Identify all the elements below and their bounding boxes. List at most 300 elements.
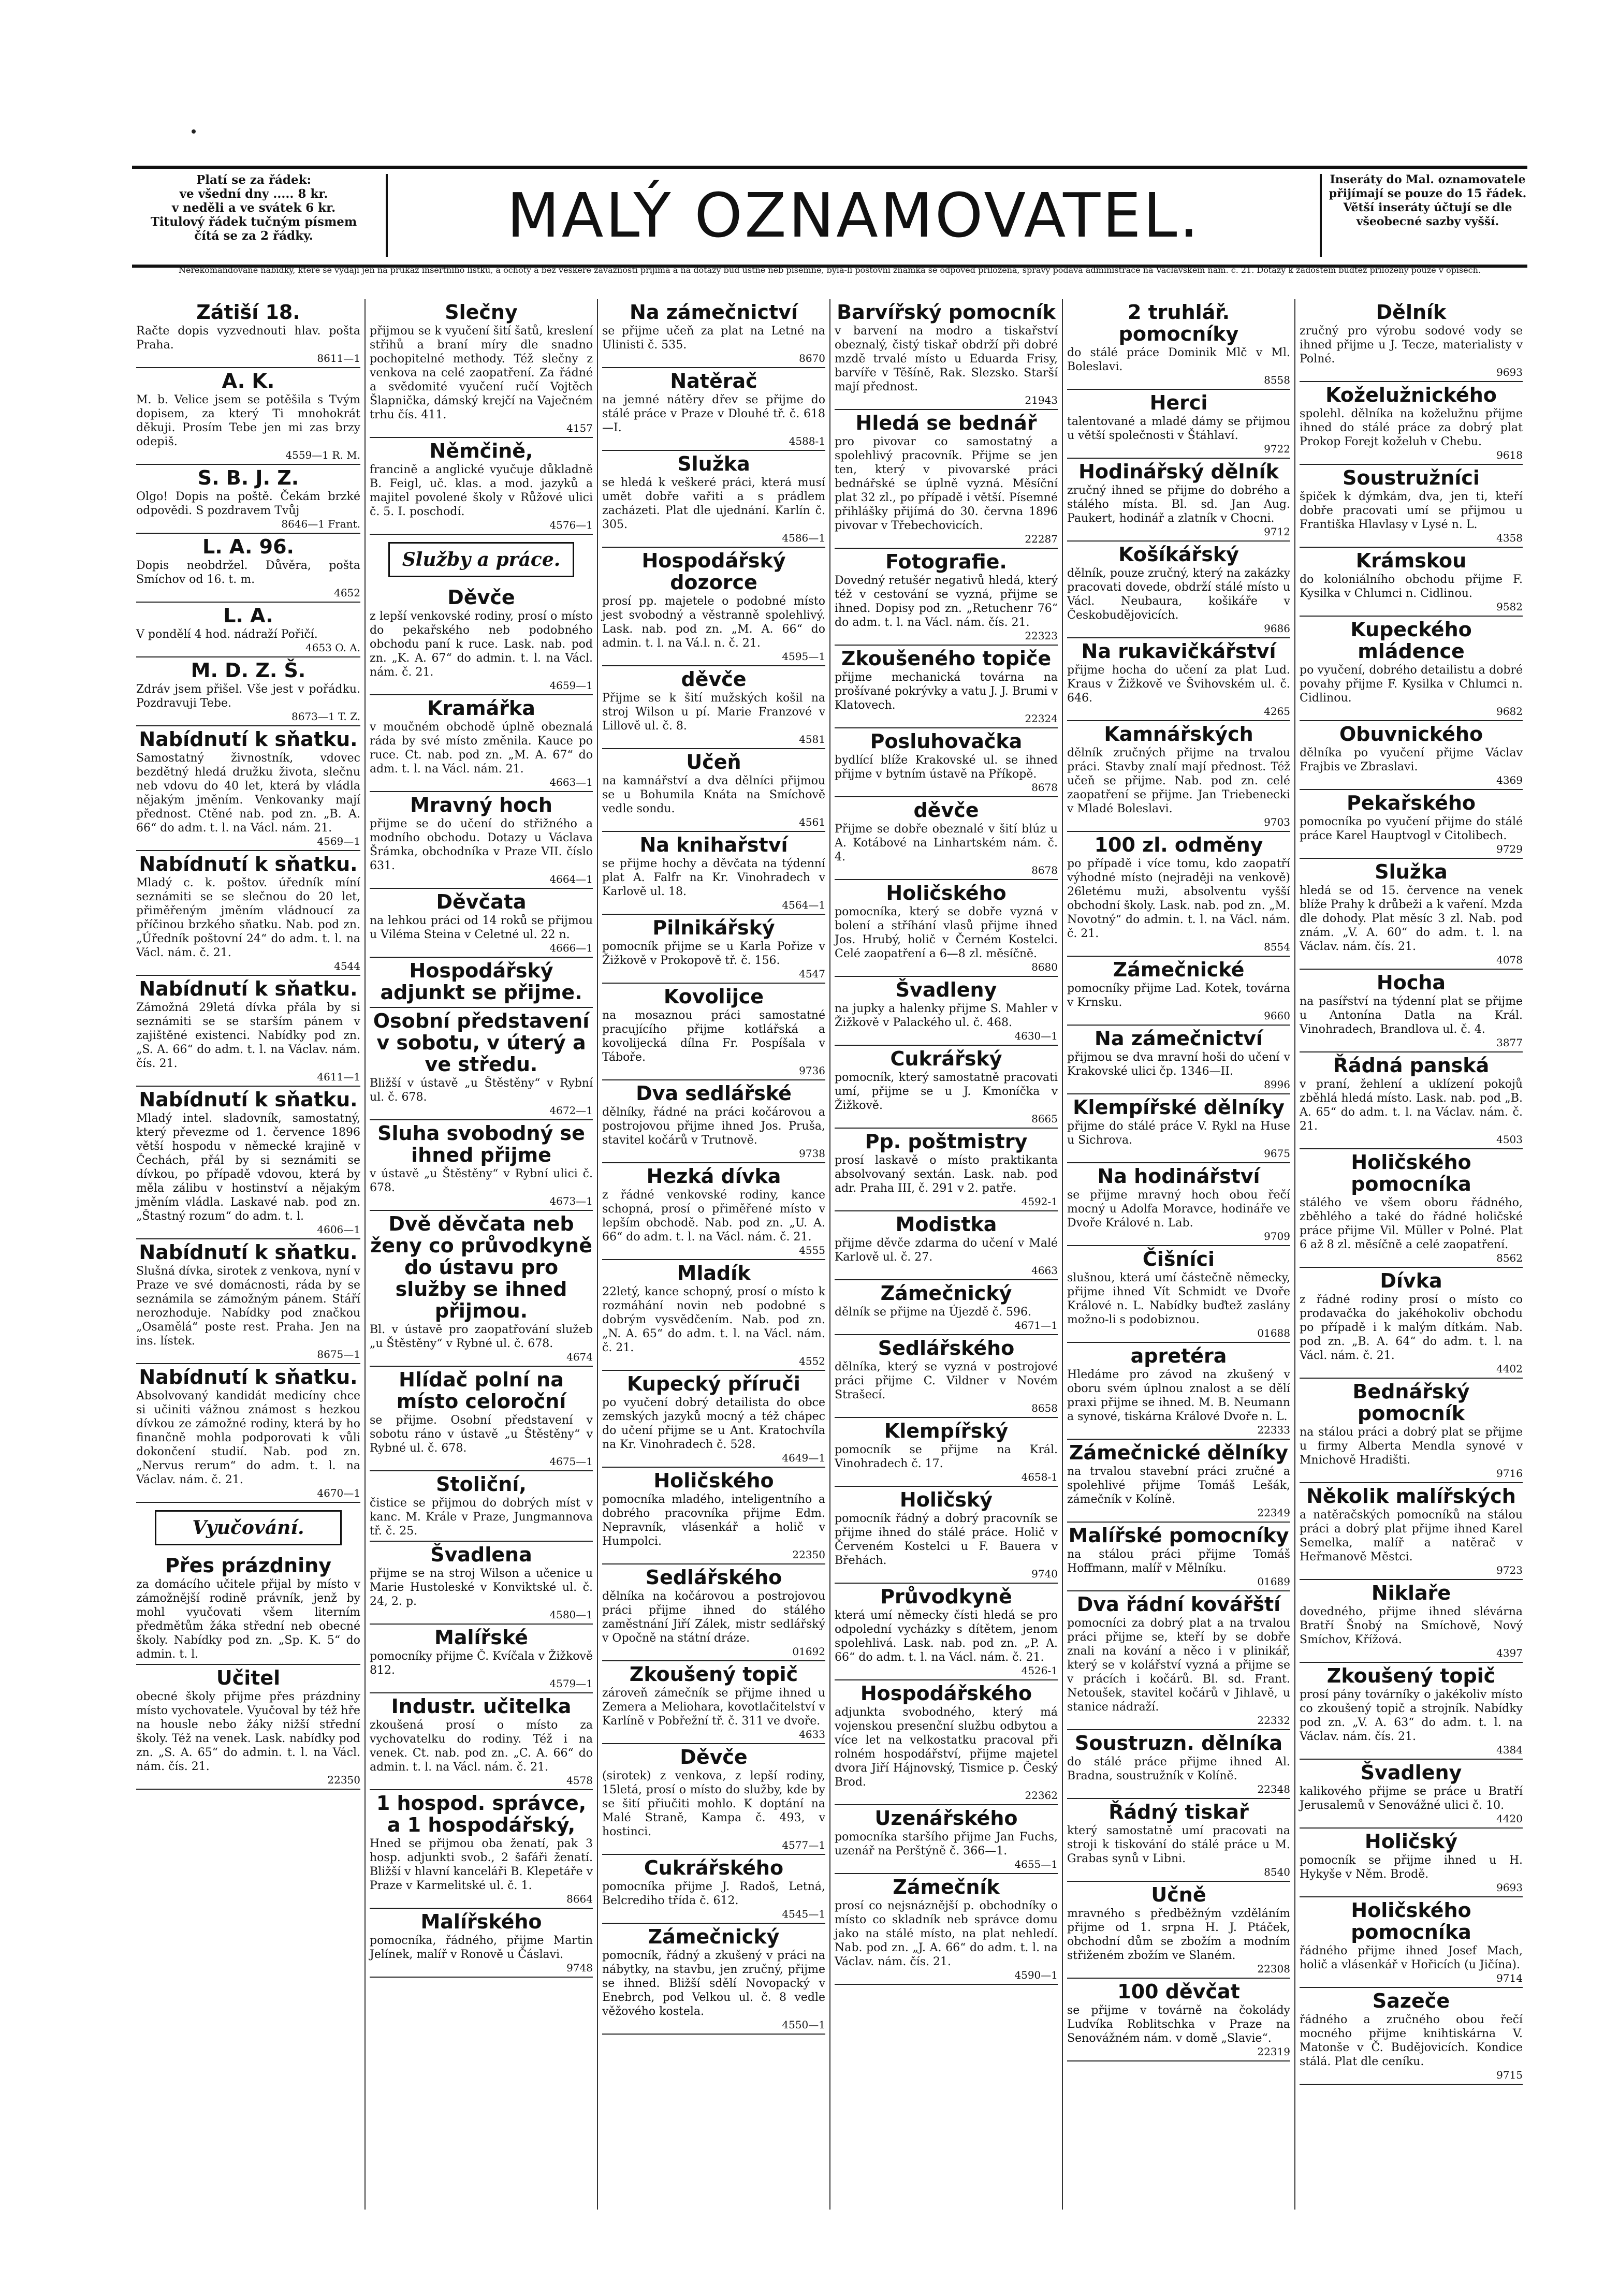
ad-text: zručný pro výrobu sodové vody se ihned přijme u J. Tecze, materialisty v Polné. [1300,325,1523,365]
classified-ad [1067,390,1290,459]
classified-ad [602,749,825,832]
ad-ref-number: 4578 [566,1774,593,1787]
masthead-title-box [386,174,1322,257]
ad-text: čistice se přijmou do dobrých míst v kanc. M. Krále v Praze, Jungmannova tř. č. 25. [370,1497,593,1538]
ad-text: přijmou se dva mravní hoši do učení v Krakovské ulici čp. 1346—II. [1067,1051,1290,1078]
ad-title: Koželužnického [1325,384,1497,406]
classified-ad [602,299,825,368]
ad-title: Niklaře [1371,1582,1451,1604]
classified-ad [835,1418,1058,1487]
ad-text: špiček k dýmkám, dva, jen ti, kteří dobře pracovati umí se přijmou u Františka Hlavlasy v Lysé n. L. [1300,490,1523,531]
ad-ref-number: 4397 [1496,1647,1523,1659]
ad-title: Průvodkyně [880,1585,1012,1608]
ad-ref-number: 4157 [566,422,593,434]
classified-ad [1067,638,1290,721]
ad-column [1062,299,1294,2210]
ad-text: po případě i více tomu, kdo zaopatří výhodné místo (nejraději na venkově) 26letému muži, absolventu vyšší obchodní školy. Lask. nab. pod zn. „M. Novotný“ do admin. t. l. na Václ. nám. č. 21. [1067,857,1290,940]
ad-text: kalikového přijme se práce u Bratří Jerusalemů v Senovážné ulici č. 10. [1300,1785,1523,1812]
ad-title: Malířské pomocníky [1068,1524,1289,1547]
ad-text: zručný ihned se přijme do dobrého a stálého místa. Bl. sd. Jan Aug. Paukert, hodinář a zlatník v Chocni. [1067,484,1290,525]
classified-ad [602,984,825,1080]
ad-title: Kramářka [427,697,535,720]
ad-ref-number: 4659—1 [549,679,593,692]
insertion-line: přijímají se pouze do 15 řádek. [1329,187,1527,200]
ad-ref-number: 9723 [1496,1564,1523,1576]
ad-text: dělníka na kočárovou a postrojovou práci přijme ihned do stálého zaměstnání Jiří Zálek, mistr sedlářský v Opočně na státní dráze. [602,1590,825,1645]
ad-ref-number: 8678 [1031,864,1058,876]
ad-ref-number: 4265 [1264,705,1290,718]
insertion-info [1328,173,1527,229]
ad-ref-number: 8673—1 T. Z. [291,710,360,723]
ad-text: se přijme mravný hoch obou řečí mocný u Adolfa Moravce, hodináře ve Dvoře Králové n. Lab. [1067,1189,1290,1230]
ad-title: Děvčata [436,890,527,913]
ad-title: Zkoušený topič [629,1663,798,1686]
ad-title: Řádný tiskař [1108,1801,1249,1823]
classified-ad [602,666,825,749]
ad-ref-number: 22323 [1025,630,1058,642]
ad-text: dělníka po vyučení přijme Václav Frajbis ve Zbraslavi. [1300,747,1523,773]
ad-title: Nabídnutí k sňatku. [139,728,358,751]
ad-text: stálého ve všem oboru řádného, zběhlého a také do řádné holičské práce přijme Vil. Müller v Polné. Plat 6 až 8 zl. měsíčně a celé zaopatření. [1300,1196,1523,1251]
ad-ref-number: 9738 [799,1147,825,1160]
ad-text: přijme se na stroj Wilson a učenice u Marie Hustoleské v Konviktské ul. č. 24, 2. p. [370,1567,593,1608]
ad-text: zároveň zámečník se přijme ihned u Zemera a Meliohara, kovotlačitelství v Karlíně v Pobřežní tř. č. 311 ve dvoře. [602,1687,825,1728]
classified-ad [1067,1882,1290,1979]
classified-ad [1300,1483,1523,1580]
classified-ad [1067,1343,1290,1440]
classified-ad [835,1680,1058,1805]
classified-ad [602,451,825,548]
classified-ad [1300,1580,1523,1663]
ad-title: děvče [681,668,747,691]
ad-ref-number: 4592-1 [1021,1195,1058,1208]
ad-text: přijme se do učení do střižného a modního obchodu. Dotazy u Václava Šrámka, obchodníka v Praze VII. číslo 631. [370,817,593,872]
ad-title: Slečny [445,301,518,324]
ad-column [1294,299,1527,2210]
ad-text: pomocník, který samostatně pracovati umí, přijme se u J. Kmoníčka v Žižkově. [835,1071,1058,1112]
ad-text: pomocník se přijme na Král. Vinohradech č. 17. [835,1443,1058,1470]
ad-title: Holičského pomocníka [1351,1151,1471,1195]
classified-ad [1300,1760,1523,1829]
ad-text: na jemné nátěry dřev se přijme do stálé práce v Praze v Dlouhé tř. č. 618—I. [602,393,825,434]
ad-ref-number: 4555 [799,1244,825,1256]
ad-ref-number: 9582 [1496,601,1523,613]
ad-title: Soustružníci [1343,466,1480,489]
ad-text: na stálou práci a dobrý plat se přijme u firmy Alberta Mendla synové v Mnichově Hradišti. [1300,1426,1523,1467]
ad-ref-number: 4545—1 [782,1908,825,1920]
ad-title: Modistka [895,1213,997,1236]
ad-ref-number: 4569—1 [317,835,360,847]
ad-text: M. b. Velice jsem se potěšila s Tvým dopisem, za který Ti mnohokrát děkuji. Prosím Tebe jen mi zas brzy odepiš. [136,393,360,448]
classified-ad [1300,1149,1523,1268]
notice-line: Nerekomandované nabídky, které se vydají jen na průkaz insertního lístku, a ochoty a bez veškeré závaznosti přijímá a na dotazy buď ústně neb písemně, byla-li poštovní známka se odpověď přiložena, správy podává administrace na Václavském nám. č. 21. Dotazy k žádostem buďtež přiloženy pouze v opisech. [179,265,1481,275]
ad-title: Soustruzn. dělníka [1075,1732,1282,1754]
ad-ref-number: 4561 [799,816,825,828]
ad-title: Nabídnutí k sňatku. [139,1366,358,1388]
ad-ref-number: 01692 [792,1645,825,1658]
ad-text: na mosaznou práci samostatné pracujícího přijme kotlářská a kovolijecká dílna Fr. Pospíšala v Táboře. [602,1009,825,1064]
ad-title: A. K. [222,370,275,392]
ad-title: Dělník [1376,301,1447,324]
ad-title: Posluhovačka [870,730,1023,753]
price-info [132,173,375,243]
ad-text: prosí pány továrníky o jakékoliv místo co zkoušený topič a strojník. Nabídky pod zn. „V. A. 63“ do adm. t. l. na Václav. nám. čís. 21. [1300,1688,1523,1743]
section-heading: Vyučování. [155,1510,342,1545]
ad-text: obecné školy přijme přes prázdniny místo vychovatele. Vyučoval by též hře na housle nebo žáky nižší střední školy. Též na venek. Lask. nabídky pod zn. „S. A. 65“ do admin. t. l. na Václ. nám. čís. 21. [136,1690,360,1773]
ad-ref-number: 9712 [1264,525,1290,538]
classified-ad [602,1744,825,1855]
ad-text: bydlící blíže Krakovské ul. se ihned přijme v bytním ústavě na Příkopě. [835,754,1058,781]
classified-ad [1067,1799,1290,1882]
ad-text: francině a anglické vyučuje důkladně B. Feigl, uč. klas. a mod. jazyků a majitel povolené školy v Růžové ulici č. 5. I. poschodí. [370,463,593,518]
ad-text: Zdráv jsem přišel. Vše jest v pořádku. Pozdravuji Tebe. [136,683,360,710]
classified-ad [1067,721,1290,832]
ad-text: pomocníka po vyučení přijme do stálé práce Karel Hauptvogl v Citolibech. [1300,815,1523,842]
classified-ad [1067,1440,1290,1523]
ad-title: Krámskou [1355,549,1467,572]
ad-title: Němčině, [429,440,533,462]
classified-ad [602,1564,825,1661]
ad-text: Mladý intel. sladovník, samostatný, který převezme od 1. července 1896 větší hospodu v německé krajině v Čechách, přál by si seznámiti se dívkou, po případě vdovou, která by měla zálibu v hostinství a nějakým jměním vládla. Laskavé nab. pod zn. „Štastný rozum“ do adm. t. l. [136,1112,360,1223]
ad-ref-number: 4576—1 [549,519,593,531]
ad-text: pomocníci za dobrý plat a na trvalou práci přijme se, kteří by se dobře znali na kování a něco i v plinikář, který se v kolářství vyzná a přijme se v prácích i kočárů. Bl. sd. Frant. Netoušek, stavitel kočárů v Jihlavě, u stanice nádraží. [1067,1617,1290,1714]
ad-title: Zámečnické dělníky [1069,1441,1289,1464]
classified-ad [136,1364,360,1503]
ad-ref-number: 8611—1 [317,352,360,364]
classified-ad [370,438,593,535]
ad-ref-number: 4579—1 [549,1677,593,1690]
insertion-line: Inseráty do Mal. oznamovatele [1330,173,1526,186]
ad-title: Nabídnutí k sňatku. [139,1241,358,1264]
ad-text: dělník, pouze zručný, který na zakázky pracovati dovede, obdrží stálé místo u Václ. Neubaura, košikáře v Českobudějovicích. [1067,567,1290,622]
printing-dot [192,129,196,134]
classified-ad [370,695,593,792]
ad-title: Zámečnický [880,1282,1012,1305]
classified-ad [1300,299,1523,382]
ad-column [829,299,1062,2210]
classified-ad [1067,957,1290,1026]
classified-ad [1300,465,1523,548]
ad-column [364,299,597,2210]
ad-ref-number: 4673—1 [549,1195,593,1207]
ad-title: Osobní představení v sobotu, v úterý a ve středu. [373,1010,590,1076]
ad-ref-number: 4664—1 [549,873,593,885]
classified-ad [136,299,360,368]
classified-ad [370,1211,593,1367]
classified-ad [370,1120,593,1211]
classified-ad [602,915,825,984]
ad-title: Klempířský [884,1420,1009,1442]
classified-ad [370,1008,593,1120]
ad-text: z řádné venkovské rodiny, kance schopná, prosí o přiměřené místo v lepším obchodě. Nab. pod zn. „U. A. 66“ do adm. t. l. na Václ. nám. č. 21. [602,1189,825,1244]
ad-text: na stálou práci přijme Tomáš Hoffmann, malíř v Mělníku. [1067,1548,1290,1575]
classified-ad [370,1790,593,1909]
ad-ref-number: 8646—1 Frant. [281,518,360,530]
ad-ref-number: 9703 [1264,816,1290,828]
ad-text: pomocníka staršího přijme Jan Fuchs, uzenář na Perštýně č. 366—1. [835,1831,1058,1858]
classified-ad [602,1080,825,1163]
classified-ad [835,646,1058,728]
classified-ad [602,1163,825,1260]
ad-ref-number: 4552 [799,1355,825,1367]
classified-ad [136,1553,360,1665]
ad-title: Mravný hoch [410,794,552,816]
ad-ref-number: 9693 [1496,366,1523,378]
ad-text: Slušná dívka, sirotek z venkova, nyní v Praze ve své domácnosti, ráda by se seznámila se zámožným pánem. Stáří nerozhoduje. Nabídky pod značkou „Osamělá“ poste rest. Praha. Jen na ins. lístek. [136,1265,360,1348]
classified-ad [835,977,1058,1046]
classified-ad [835,1129,1058,1211]
ad-ref-number: 4658-1 [1021,1471,1058,1483]
ad-text: prosí pp. majetele o podobné místo jest svobodný a věstranně spolehlivý. Lask. nab. pod zn. „M. A. 66“ do admin. t. l. na Vá.l. n. č. 21. [602,595,825,650]
ad-title: Zámečník [893,1876,1000,1898]
ad-text: prosí laskavě o místo praktikanta absolvovaný sextán. Lask. nab. pod adr. Praha III, č. 291 v 2. patře. [835,1154,1058,1195]
ad-title: 100 zl. odměny [1094,833,1263,856]
ad-ref-number: 9748 [566,1962,593,1974]
classified-ad [136,657,360,726]
ad-title: apretéra [1130,1344,1227,1367]
classified-ad [835,797,1058,880]
ad-ref-number: 9716 [1496,1467,1523,1480]
classified-ad [1300,382,1523,465]
ad-text: Samostatný živnostník, vdovec bezdětný hledá družku života, slečnu neb vdovu do 40 let, která by vládla nějakým jměním. Venkovanky mají přednost. Ctěné nab. pod zn. „B. A. 66“ do adm. t. l. na Václ. nám. 21. [136,752,360,835]
ad-ref-number: 4652 [334,587,360,599]
ad-text: V pondělí 4 hod. nádraží Pořičí. [136,628,318,641]
classified-ad [136,603,360,657]
ad-text: který samostatně umí pracovati na stroji k tiskování do stálé práce u M. Grabas synů v Libni. [1067,1824,1290,1865]
ad-text: na lehkou práci od 14 roků se přijmou u Viléma Steina v Celetné ul. 22 n. [370,914,593,941]
classified-ad [835,1805,1058,1874]
ad-text: po vyučení dobrý detailista do obce zemských jazyků mocný a též chápec do učení přijme se u Ant. Kratochvíla na Kr. Vinohradech č. 528. [602,1396,825,1451]
ad-title: Na zámečnictví [1095,1027,1263,1050]
ad-title: Děvče [680,1746,748,1768]
ad-text: na kamnářství a dva dělníci přijmou se u Bohumila Knáta na Smíchově vedle sondu. [602,774,825,815]
ad-ref-number: 4577—1 [782,1839,825,1851]
ad-ref-number: 4564—1 [782,899,825,911]
ad-title: Klempířské dělníky [1073,1096,1285,1119]
ad-title: Švadleny [1360,1761,1462,1784]
classified-ad [1300,1829,1523,1897]
ad-ref-number: 8678 [1031,781,1058,794]
price-line: Platí se za řádek: [196,173,312,187]
ad-title: Holičského [886,882,1007,904]
ad-title: Cukrářský [890,1047,1002,1070]
ad-text: pomocníka, řádného, přijme Martin Jelínek, malíř v Ronově u Čáslavi. [370,1934,593,1961]
ad-title: Čišníci [1142,1248,1215,1270]
ad-ref-number: 9722 [1264,443,1290,455]
ad-title: Obuvnického [1339,723,1483,745]
ad-text: Přijme se k šití mužských košil na stroj Wilson u pí. Marie Franzové v Lillově ul. č. 8. [602,692,825,733]
ad-ref-number: 8562 [1496,1252,1523,1264]
classified-ad [835,1487,1058,1584]
ad-text: mravného s předběžným vzděláním přijme od 1. srpna H. J. Ptáček, obchodní dům se zbožím a modním střiženém zbožím ve Slaném. [1067,1907,1290,1962]
ad-ref-number: 4078 [1496,954,1523,966]
ad-ref-number: 4358 [1496,532,1523,544]
classified-ad [1067,1094,1290,1163]
ad-text: do stálé práce Dominik Mlč v Ml. Boleslavi. [1067,346,1290,373]
ad-column [132,299,364,2210]
price-line: čítá se za 2 řádky. [194,229,313,243]
ad-text: Olgo! Dopis na poště. Čekám brzké odpovědi. S pozdravem Tvůj [136,490,360,517]
ad-text: adjunkta svobodného, který má vojenskou presenční službu odbytou a více let na velkostatku pracoval při rolném hospodářství, přijme majetel dvora Jiří Hájnovský, Tismice p. Český Brod. [835,1706,1058,1789]
ad-ref-number: 4663 [1031,1264,1058,1277]
classified-ad [136,851,360,976]
ad-text: pomocníka mladého, inteligentního a dobrého pracovníka přijme Edm. Nepravník, vlásenkář a holič v Humpolci. [602,1493,825,1548]
ad-title: Zátiší 18. [196,301,300,324]
ad-text: Zámožná 29letá dívka přála by si seznámiti se se starším pánem v zajištěné existenci. Nabídky pod zn. „S. A. 66“ do adm. t. l. na Václav. nám. čís. 21. [136,1001,360,1070]
ad-text: spolehl. dělníka na koželužnu přijme ihned do stálé práce za dobrý plat Prokop Forejt koželuh v Chebu. [1300,407,1523,448]
classified-ad [1067,1591,1290,1730]
ad-text: z řádné rodiny prosí o místo co prodavačka do jakéhokoliv obchodu po případě i k malým dítkám. Nab. pod zn. „B. A. 64“ do adm. t. l. na Václ. nám. č. 21. [1300,1293,1523,1362]
classified-ad [1300,790,1523,859]
ad-ref-number: 4671—1 [1014,1319,1058,1332]
ad-ref-number: 4606—1 [317,1223,360,1236]
ad-title: Holičského [653,1469,774,1492]
ad-text: slušnou, která umí částečně německy, přijme ihned Vít Schmidt ve Dvoře Králové n. L. Nabídky buďtež zaslány možno-li s podobiznou. [1067,1271,1290,1326]
ad-ref-number: 22287 [1025,533,1058,545]
ad-text: Hned se přijmou oba ženatí, pak 3 hosp. adjunkti svob., 2 šafáři ženatí. Bližší v hlavní kanceláři B. Klepetáře v Praze v Karmelitské ul. č. 1. [370,1837,593,1892]
classified-ad [1067,1246,1290,1343]
ad-title: Hocha [1376,971,1446,994]
ad-ref-number: 9729 [1496,843,1523,855]
classified-ad [370,299,593,438]
ad-title: Dva řádní kovářští [1076,1593,1281,1616]
ad-title: L. A. [223,604,273,627]
ad-text: (sirotek) z venkova, z lepší rodiny, 15letá, prosí o místo do služby, kde by se šití přiučiti mohlo. K doptání na Malé Straně, Kampa č. 493, v hostinci. [602,1769,825,1838]
ad-text: hledá se od 15. července na venek blíže Prahy k drůbeži a k vaření. Mzda dle dohody. Plat měsíc 3 zl. Nab. pod znám. „V. A. 60“ do adm. t. l. na Václav. nám. čís. 21. [1300,884,1523,953]
ad-text: Přijme se dobře obeznalé v šití blúz u A. Kotábové na Linhartském nám. č. 4. [835,823,1058,864]
classified-ad [1300,1988,1523,2085]
ad-ref-number: 4653 O. A. [305,641,360,654]
classified-ad [370,958,593,1008]
classified-ad [370,792,593,889]
classified-ad [136,1665,360,1790]
ad-ref-number: 4630—1 [1014,1030,1058,1042]
classified-ad [1300,721,1523,790]
ad-ref-number: 4655—1 [1014,1858,1058,1870]
ad-ref-number: 9686 [1264,622,1290,635]
ad-title: Švadleny [895,978,997,1001]
price-line: v neděli a ve svátek 6 kr. [171,201,336,215]
ad-text: po vyučení, dobrého detailistu a dobré povahy přijme F. Kysilka v Chlumci n. Cidlinou. [1300,664,1523,705]
ad-title: Dvě děvčata neb ženy co průvodkyně do ústavu pro služby se ihned přijmou. [370,1212,592,1322]
ad-title: Na rukavičkářství [1081,640,1276,663]
ad-text: se přijme učeň za plat na Letné na Ulinisti č. 535. [602,325,825,352]
ad-ref-number: 4384 [1496,1744,1523,1756]
classified-ad [370,889,593,958]
ad-title: Fotografie. [885,550,1007,573]
classified-ad [370,1693,593,1790]
ad-ref-number: 22349 [1257,1507,1290,1519]
ad-title: S. B. J. Z. [197,466,299,489]
classified-ad [1067,832,1290,957]
ad-text: 22letý, kance schopný, prosí o místo k rozmáhání novin neb podobné s dobrým vysvědčením. Nab. pod zn. „N. A. 65“ do adm. t. l. na Václ. nám. č. 21. [602,1285,825,1354]
ad-ref-number: 4547 [799,968,825,980]
ad-title: Stoliční, [436,1473,527,1496]
ad-ref-number: 8675—1 [317,1348,360,1361]
ad-text: dělník zručných přijme na trvalou práci. Stavby znalí mají přednost. Též učeň se přijme. Nab. pod zn. celé zaopatření se přijme. Jan Triebenecki v Mladé Boleslavi. [1067,747,1290,815]
ad-text: Dovedný retušér negativů hledá, který též v cestování se vyzná, přijme se ihned. Dopisy pod zn. „Retuchenr 76“ do adm. t. l. na Václ. nám. čís. 21. [835,574,1058,629]
ad-ref-number: 9675 [1264,1147,1290,1160]
ad-text: v ústavě „u Štěstěny“ v Rybní ulici č. 678. [370,1167,593,1194]
ad-ref-number: 4369 [1496,774,1523,786]
ad-ref-number: 4402 [1496,1363,1523,1375]
ad-title: 1 hospod. správce, a 1 hospodářský, [376,1792,587,1836]
ad-text: řádného a zručného obou řečí mocného přijme knihtiskárna V. Matonše v Č. Budějovicích. Kondice stálá. Plat dle ceníku. [1300,2013,1523,2068]
ad-text: pomocník přijme se u Karla Pořize v Žižkově v Prokopově tř. č. 156. [602,940,825,967]
ad-title: Zámečnické [1113,958,1245,981]
ad-title: Holičského pomocníka [1351,1899,1471,1943]
ad-title: Industr. učitelka [391,1695,572,1718]
ad-text: pomocníka, který se dobře vyzná v bolení a stříhání vlasů přijme ihned Jos. Hrubý, holič v Černém Kostelci. Celé zaopatření a 6—8 zl. měsíčně. [835,905,1058,960]
ad-ref-number: 4663—1 [549,776,593,788]
ad-ref-number: 22350 [792,1548,825,1561]
ad-ref-number: 4559—1 R. M. [285,449,360,461]
ad-ref-number: 4590—1 [1014,1969,1058,1981]
ad-ref-number: 9693 [1496,1881,1523,1894]
ad-title: Na hodinářství [1097,1165,1260,1188]
ad-text: prosí co nejsnáznější p. obchodníky o místo co skladník neb správce domu jako na stálé místo, na plat nehledí. Nab. pod zn. „J. A. 66“ do adm. t. l. na Václav. nám. čís. 21. [835,1899,1058,1968]
ad-ref-number: 8996 [1264,1078,1290,1091]
ad-title: Učně [1151,1883,1206,1906]
ad-text: pomocníky přijme Č. Kvíčala v Žižkově 812. [370,1650,593,1677]
ad-text: se přijme. Osobní představení v sobotu ráno v ústavě „u Štěstěny“ v Rybné ul. č. 678. [370,1414,593,1455]
ad-title: Bednářský pomocník [1352,1380,1470,1425]
ad-ref-number: 8670 [799,352,825,364]
classified-ad [602,1468,825,1564]
classified-ad [370,1625,593,1693]
ad-ref-number: 9740 [1031,1568,1058,1580]
ad-text: na trvalou stavební práci zručné a spolehlivé přijme Tomáš Lešák, zámečník v Kolíně. [1067,1465,1290,1506]
classified-ad [1300,1897,1523,1988]
ad-text: dělníky, řádné na práci kočárovou a postrojovou přijme ihned Jos. Pruša, stavitel kočárů v Trutnově. [602,1106,825,1147]
ad-title: Na knihařství [639,833,788,856]
ad-title: Pekařského [1346,792,1476,814]
ad-ref-number: 01688 [1257,1327,1290,1339]
ad-ref-number: 4649—1 [782,1452,825,1464]
ad-title: Kupeckého mládence [1350,618,1472,663]
classified-ad [1067,1979,1290,2061]
ad-text: pro pivovar co samostatný a spolehlivý pracovník. Přijme se jen ten, který v pivovarské práci bednářské se úplně vyzná. Měsíční plat 32 zl., po případě i větší. Písemné přihlášky přijímá do 30. června 1896 pivovar v Třebechovicích. [835,435,1058,532]
ad-column [597,299,829,2210]
ad-title: Sedlářského [645,1566,782,1589]
ad-text: zkoušená prosí o místo za vychovatelku do rodiny. Též i na venek. Ct. nab. pod zn. „C. A. 66“ do admin. t. l. na Václ. nám. č. 21. [370,1719,593,1774]
page-title: MALÝ OZNAMOVATEL. [506,180,1201,251]
classified-ad [835,1335,1058,1418]
classified-ad [1300,617,1523,721]
classified-ad [835,1280,1058,1335]
ad-title: Pp. poštmistry [865,1130,1028,1153]
ad-ref-number: 4526-1 [1021,1664,1058,1677]
ad-title: Děvče [447,586,515,609]
classified-ad [1067,459,1290,542]
ad-ref-number: 9714 [1496,1972,1523,1984]
classified-ad [1300,1268,1523,1379]
ad-ref-number: 21943 [1025,394,1058,406]
ad-title: Holičský [1364,1830,1458,1853]
ad-title: M. D. Z. Š. [191,659,306,682]
classified-ad [835,880,1058,977]
classified-ad [370,584,593,695]
ad-columns [132,299,1527,2210]
ad-text: se přijme hochy a děvčata na týdenní plat A. Falfr na Kr. Vinohradech v Karlově ul. 18. [602,857,825,898]
ad-ref-number: 4595—1 [782,650,825,663]
insertion-line: Větší inseráty účtují se dle všeobecné sazby vyšší. [1343,201,1512,228]
ad-text: přijme mechanická továrna na prošívané pokrývky a vatu J. J. Brumi v Klatovech. [835,671,1058,712]
ad-title: Kamnářských [1104,723,1253,745]
ad-text: talentované a mladé dámy se přijmou u větší společnosti v Štáhlaví. [1067,415,1290,442]
ad-title: Košíkářský [1118,543,1239,566]
classified-ad [136,1087,360,1239]
